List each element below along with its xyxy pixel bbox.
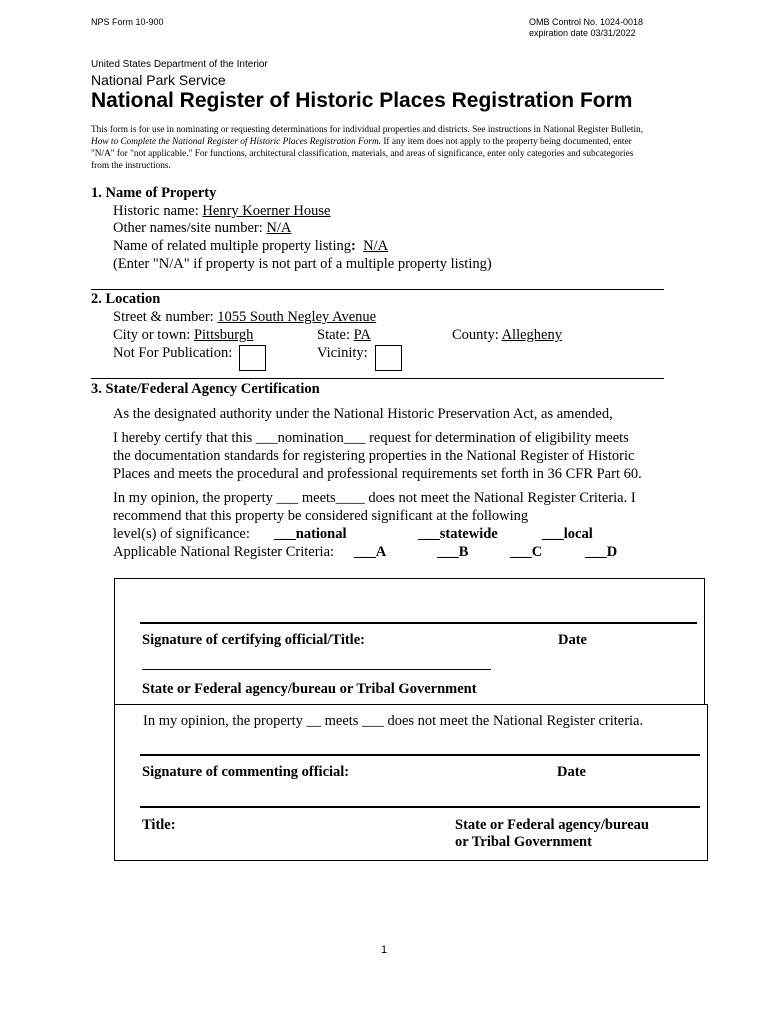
not-for-publication-label: Not For Publication: — [113, 345, 233, 361]
criteria-b[interactable]: ___B — [437, 544, 469, 560]
commenting-agency-line-2: or Tribal Government — [455, 834, 592, 850]
related-listing-row — [113, 238, 388, 255]
city-value[interactable]: Pittsburgh — [193, 327, 254, 343]
certify-line-3: Places and meets the procedural and professional requirements set forth in 36 CFR Part 60. — [113, 466, 642, 482]
commenting-date-label: Date — [557, 764, 586, 780]
form-number: NPS Form 10-900 — [91, 17, 164, 27]
level-local[interactable]: ___local — [542, 526, 593, 542]
commenting-opinion: In my opinion, the property __ meets ___ does not meet the National Register criteria. — [143, 713, 644, 729]
commenting-title-label: Title: — [142, 817, 176, 833]
expiration-date: expiration date 03/31/2022 — [529, 28, 636, 38]
opinion-line-1: In my opinion, the property ___ meets____ does not meet the National Register Criteria. I — [113, 490, 636, 506]
intro-line-2-rest: If any item does not apply to the property being documented, enter — [381, 137, 632, 147]
street-label: Street & number: — [113, 309, 218, 325]
city-row — [113, 327, 253, 344]
other-names-row — [113, 220, 291, 237]
omb-control-number: OMB Control No. 1024-0018 — [529, 17, 644, 27]
certifying-official-label: Signature of certifying official/Title: — [142, 632, 365, 648]
related-listing-label: Name of related multiple property listing — [113, 238, 351, 254]
commenting-signature-line[interactable] — [140, 754, 700, 756]
level-national[interactable]: ___national — [274, 526, 347, 542]
commenting-title-line[interactable] — [140, 806, 700, 808]
criteria-a[interactable]: ___A — [354, 544, 387, 560]
other-names-label: Other names/site number: — [113, 220, 267, 236]
section-1-heading: 1. Name of Property — [91, 185, 217, 201]
intro-bulletin-title: How to Complete the National Register of Historic Places Registration Form. — [91, 137, 381, 147]
related-listing-value[interactable]: N/A — [363, 238, 389, 254]
page-number: 1 — [381, 944, 388, 956]
state-label: State: — [317, 327, 354, 343]
agency-signature-line[interactable] — [142, 669, 491, 670]
section-3-heading: 3. State/Federal Agency Certification — [91, 381, 320, 397]
vicinity-checkbox[interactable] — [375, 345, 402, 371]
department-name: United States Department of the Interior — [91, 59, 268, 70]
certifying-date-label: Date — [558, 632, 587, 648]
intro-line-1: This form is for use in nominating or requesting determinations for individual properties and districts. See instructions in National Register Bulletin, — [91, 125, 644, 135]
intro-line-2 — [91, 137, 632, 147]
section-2-heading: 2. Location — [91, 291, 161, 307]
intro-line-4: from the instructions. — [91, 161, 171, 171]
service-name: National Park Service — [91, 72, 226, 88]
certifying-agency-label: State or Federal agency/bureau or Tribal Government — [142, 681, 477, 697]
city-label: City or town: — [113, 327, 194, 343]
historic-name-label: Historic name: — [113, 203, 203, 219]
county-row — [452, 327, 562, 344]
section-divider-2 — [91, 378, 664, 379]
related-listing-colon: : — [350, 238, 356, 254]
criteria-c[interactable]: ___C — [510, 544, 543, 560]
levels-label: level(s) of significance: — [113, 526, 250, 542]
state-value[interactable]: PA — [353, 327, 371, 343]
other-names-value[interactable]: N/A — [266, 220, 292, 236]
commenting-official-label: Signature of commenting official: — [142, 764, 350, 780]
certify-line-2: the documentation standards for registering properties in the National Register of Historic — [113, 448, 635, 464]
vicinity-label: Vicinity: — [317, 345, 368, 361]
related-listing-note: (Enter "N/A" if property is not part of a multiple property listing) — [113, 256, 492, 272]
criteria-label: Applicable National Register Criteria: — [113, 544, 335, 560]
criteria-d[interactable]: ___D — [585, 544, 618, 560]
historic-name-value[interactable]: Henry Koerner House — [202, 203, 331, 219]
certifying-signature-line[interactable] — [140, 622, 697, 624]
page-title: National Register of Historic Places Registration Form — [91, 89, 633, 112]
section-divider-1 — [91, 289, 664, 290]
commenting-agency-line-1: State or Federal agency/bureau — [455, 817, 649, 833]
not-for-publication-checkbox[interactable] — [239, 345, 266, 371]
state-row — [317, 327, 371, 344]
county-value[interactable]: Allegheny — [501, 327, 562, 343]
opinion-line-2: recommend that this property be considered significant at the following — [113, 508, 529, 524]
level-statewide[interactable]: ___statewide — [418, 526, 498, 542]
authority-statement: As the designated authority under the National Historic Preservation Act, as amended, — [113, 406, 613, 422]
historic-name-row — [113, 203, 330, 220]
street-value[interactable]: 1055 South Negley Avenue — [217, 309, 377, 325]
county-label: County: — [452, 327, 502, 343]
street-row — [113, 309, 376, 326]
intro-line-3: "N/A" for "not applicable." For functions, architectural classification, materials, and areas of significance, enter only categories and subcategories — [91, 149, 634, 159]
certify-line-1: I hereby certify that this ___nomination___ request for determination of eligibility meets — [113, 430, 629, 446]
